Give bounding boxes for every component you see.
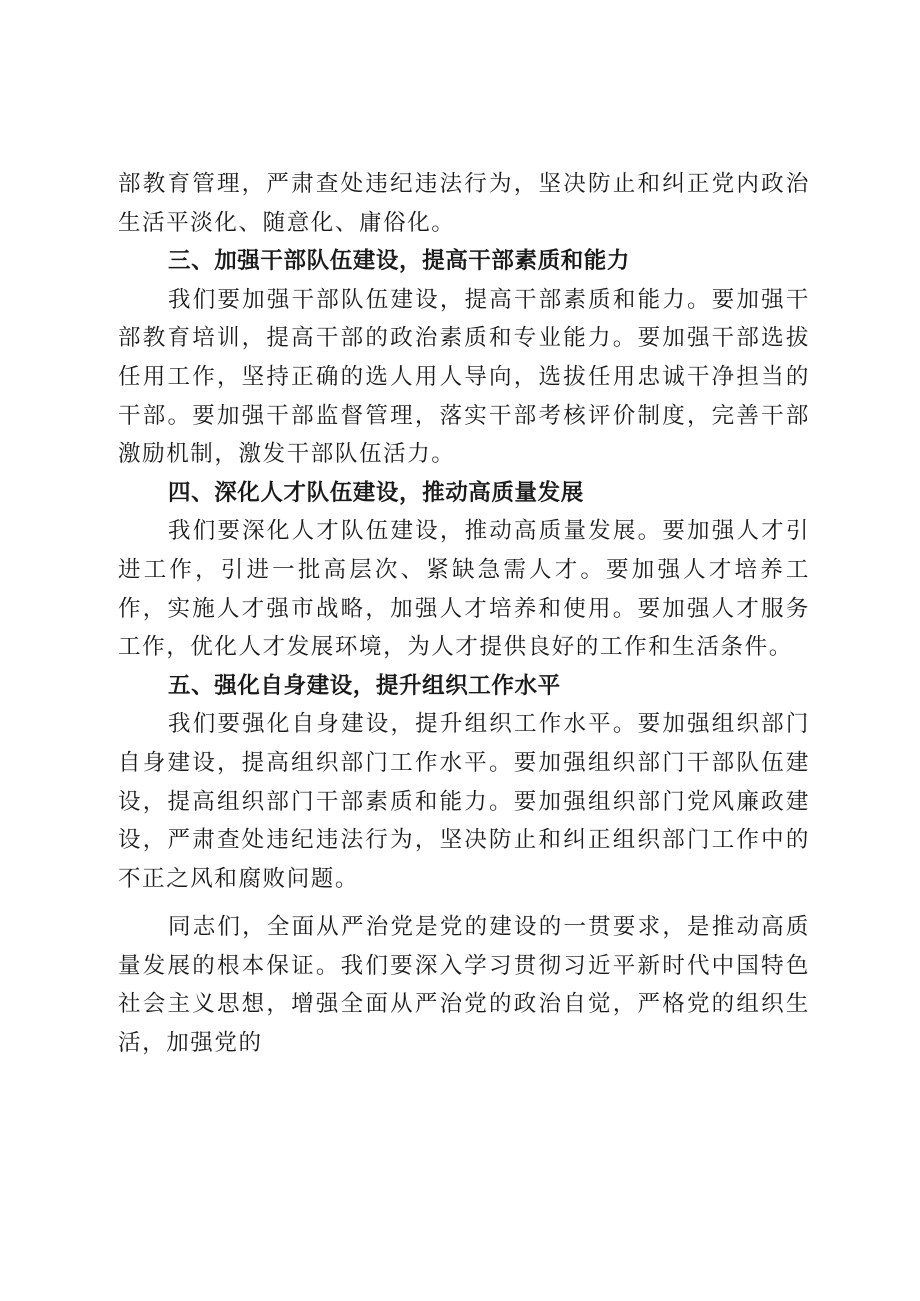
section-heading-4: 四、深化人才队伍建设，推动高质量发展 bbox=[168, 479, 584, 506]
closing-paragraph: 同志们，全面从严治党是党的建设的一贯要求，是推动高质量发展的根本保证。我们要深入学习贯彻习近平新时代中国特色社会主义思想，增强全面从严治党的政治自觉，严格党的组织生活，加强党的 bbox=[118, 914, 810, 1057]
continuation-paragraph: 部教育管理，严肃查处违纪违法行为，坚决防止和纠正党内政治生活平淡化、随意化、庸俗化。 bbox=[118, 171, 810, 236]
section-body-5: 我们要强化自身建设，提升组织工作水平。要加强组织部门自身建设，提高组织部门工作水平。要加强组织部门干部队伍建设，提高组织部门干部素质和能力。要加强组织部门党风廉政建设，严肃查处违纪违法行为，坚决防止和纠正组织部门工作中的不正之风和腐败问题。 bbox=[118, 711, 810, 892]
section-body-3: 我们要加强干部队伍建设，提高干部素质和能力。要加强干部教育培训，提高干部的政治素质和专业能力。要加强干部选拔任用工作，坚持正确的选人用人导向，选拔任用忠诚干净担当的干部。要加强干部监督管理，落实干部考核评价制度，完善干部激励机制，激发干部队伍活力。 bbox=[118, 286, 810, 468]
section-heading-5: 五、强化自身建设，提升组织工作水平 bbox=[168, 672, 561, 699]
document-body bbox=[118, 165, 810, 1063]
section-heading-3: 三、加强干部队伍建设，提高干部素质和能力 bbox=[168, 248, 631, 275]
paragraph-spacer bbox=[118, 898, 810, 908]
section-body-4: 我们要深化人才队伍建设，推动高质量发展。要加强人才引进工作，引进一批高层次、紧缺急需人才。要加强人才培养工作，实施人才强市战略，加强人才培养和使用。要加强人才服务工作，优化人才发展环境，为人才提供良好的工作和生活条件。 bbox=[118, 518, 810, 661]
